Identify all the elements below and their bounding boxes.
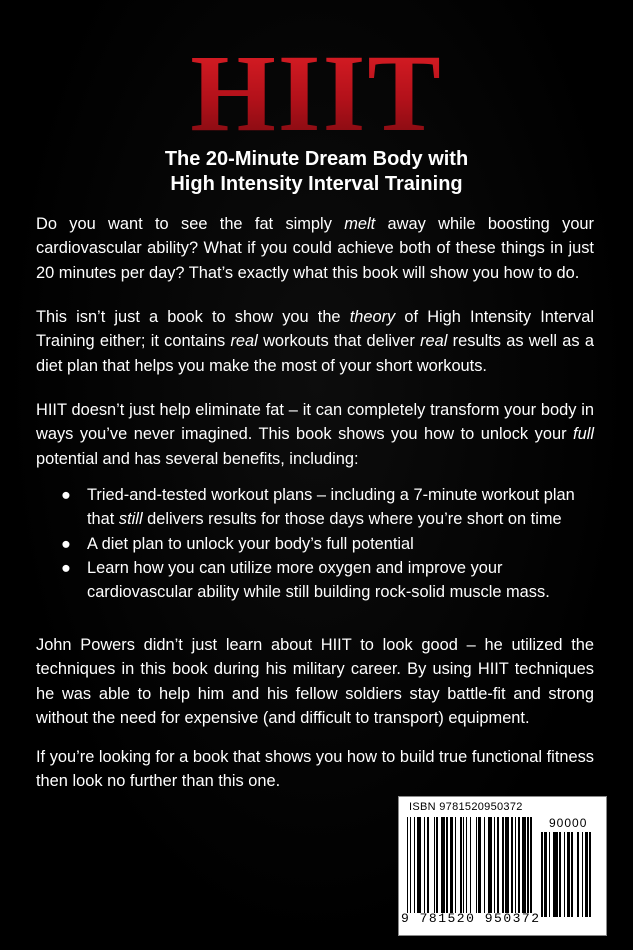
- barcode-bar: [417, 817, 421, 913]
- barcode-bar: [407, 817, 408, 913]
- list-item: [56, 483, 596, 532]
- barcode-bar: [553, 832, 558, 917]
- p1-text-a: Do you want to see the fat simply: [36, 215, 345, 233]
- barcode-bar: [518, 817, 521, 913]
- barcode-bar: [549, 832, 551, 917]
- author-paragraph: John Powers didn’t just learn about HIIT to look good – he utilized the techniques in this book during his military career. By using HIIT techniques he was able to help him and his fellow soldiers stay battle-fit and strong without the need for expensive (and difficult to transport) equipment.: [36, 636, 594, 727]
- isbn-barcode: [398, 796, 607, 936]
- barcode-bar: [585, 832, 588, 917]
- barcode-bar: [522, 817, 526, 913]
- p2-text-e: workouts that deliver: [257, 332, 421, 351]
- barcode-bar: [470, 817, 471, 913]
- barcode-bar: [436, 817, 437, 913]
- p3-text-a: HIIT doesn’t just help eliminate fat – it can completely transform your body in ways you’ve never imagined. This book shows you how to unlock your: [36, 401, 594, 444]
- bullet-1-text-c: delivers results for those days where you’re short on time: [142, 510, 562, 529]
- ean-digits: 9 781520 950372: [401, 911, 541, 926]
- subtitle-line-1: The 20-Minute Dream Body with: [164, 148, 469, 170]
- barcode-bar: [571, 832, 573, 917]
- barcode-bar: [544, 832, 547, 917]
- barcode-bar: [494, 817, 495, 913]
- barcode-bar: [564, 832, 566, 917]
- closing-paragraph: If you’re looking for a book that shows you how to build true functional fitness then look no further than this one.: [36, 748, 594, 791]
- intro-paragraph: [36, 212, 594, 285]
- barcode-bar: [434, 817, 435, 913]
- barcode-bar: [567, 832, 570, 917]
- p2-text-c: of High Intensity Interval Training either; it contains: [36, 308, 594, 351]
- benefits-paragraph: [36, 398, 594, 471]
- barcode-bar: [505, 817, 509, 913]
- bullet-icon: ●: [61, 534, 71, 553]
- barcode-bar: [515, 817, 516, 913]
- p2-emphasis-theory: theory: [349, 308, 396, 326]
- barcode-bar: [488, 817, 492, 913]
- price-code: 90000: [549, 816, 588, 830]
- barcode-addon-bars-icon: [541, 832, 601, 917]
- p3-emphasis-full: full: [573, 425, 594, 444]
- barcode-bar: [414, 817, 415, 913]
- barcode-bar: [527, 817, 528, 913]
- p1-emphasis: melt: [344, 215, 376, 233]
- p2-emphasis-real-1: real: [230, 332, 258, 351]
- subtitle-line-2: High Intensity Interval Training: [170, 173, 463, 195]
- theory-paragraph: [36, 305, 594, 378]
- barcode-bar: [424, 817, 425, 913]
- barcode-bar: [450, 817, 453, 913]
- barcode-bar: [466, 817, 467, 913]
- barcode-bar: [497, 817, 500, 913]
- list-item: [56, 532, 596, 556]
- barcode-bars-icon: [407, 817, 535, 913]
- barcode-bar: [530, 817, 531, 913]
- cover-subtitle: [0, 147, 633, 197]
- bullet-2-text: A diet plan to unlock your body’s full potential: [87, 534, 414, 553]
- bullet-3-text: Learn how you can utilize more oxygen and improve your cardiovascular ability while still building rock-solid muscle mass.: [87, 558, 550, 602]
- barcode-bar: [559, 832, 561, 917]
- bullet-1-text-a: Tried-and-tested workout plans – including a 7-minute workout plan that: [87, 486, 575, 529]
- barcode-bar: [446, 817, 447, 913]
- list-item: [56, 556, 596, 605]
- barcode-bar: [455, 817, 456, 913]
- barcode-bar: [427, 817, 430, 913]
- cover-title: HIIT: [0, 38, 633, 148]
- barcode-bar: [478, 817, 481, 913]
- p3-text-c: potential and has several benefits, including:: [36, 449, 359, 468]
- barcode-bar: [502, 817, 503, 913]
- barcode-bar: [511, 817, 514, 913]
- p2-text-g: results as well as a diet plan that helps you make the most of your short workouts.: [36, 332, 594, 375]
- barcode-bar: [476, 817, 477, 913]
- barcode-bar: [589, 832, 591, 917]
- barcode-bar: [484, 817, 485, 913]
- barcode-bar: [577, 832, 579, 917]
- isbn-label: ISBN 9781520950372: [409, 801, 523, 813]
- barcode-bar: [541, 832, 543, 917]
- bullet-1-emphasis: still: [118, 510, 143, 529]
- barcode-bar: [410, 817, 411, 913]
- barcode-bar: [582, 832, 584, 917]
- bullet-icon: ●: [61, 558, 71, 577]
- p2-text-a: This isn’t just a book to show you the: [36, 308, 350, 326]
- p2-emphasis-real-2: real: [420, 332, 448, 351]
- bullet-icon: ●: [61, 486, 71, 504]
- barcode-bar: [441, 817, 445, 913]
- benefits-list: [56, 483, 596, 604]
- barcode-bar: [463, 817, 464, 913]
- barcode-bar: [460, 817, 461, 913]
- p1-text-c: away while boosting your cardiovascular ability? What if you could achieve both of these things in just 20 minutes per day? That’s exactly what this book will show you how to do.: [36, 215, 595, 282]
